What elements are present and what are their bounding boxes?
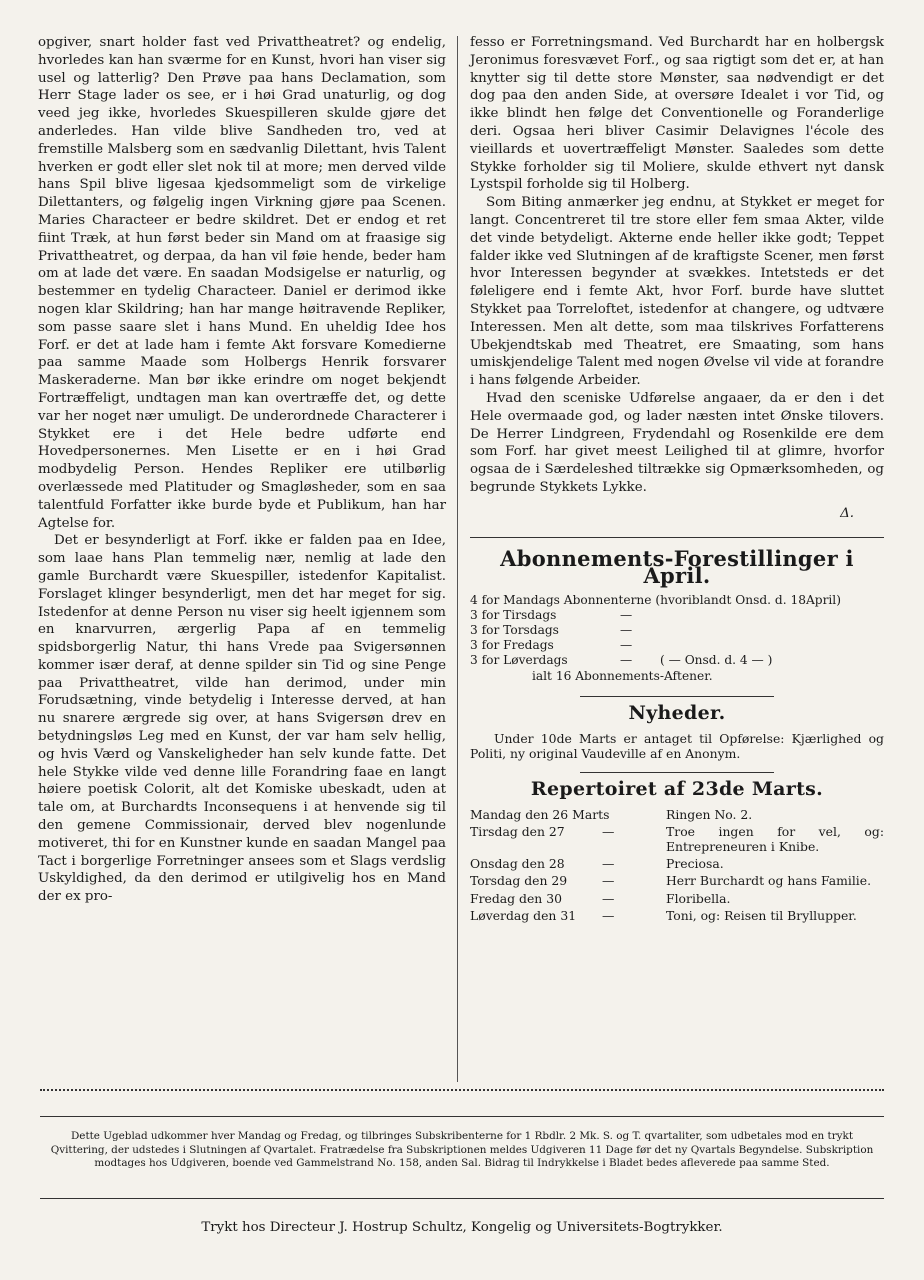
abonnement-total: ialt 16 Abonnements-Aftener.	[532, 669, 713, 684]
repertoire-row	[470, 891, 884, 906]
repertoire-row	[470, 807, 884, 822]
right-paragraph-3: Hvad den sceniske Udførelse angaaer, da er den i det Hele overmaade god, og lader næsten intet Ønske tilovers. De Herrer Lindgreen, Frydendahl og Rosenkilde ere dem som Forf. har givet meest Leilighed til at glimre, hvorfor ogsaa de i Særdeleshed tiltrække sig Opmærksomheden, og begrunde Stykkets Lykke.	[470, 390, 884, 495]
abonnement-dash: —	[620, 638, 633, 653]
review-signature: Δ.	[840, 505, 854, 521]
imprint-rule	[40, 1198, 884, 1199]
right-column	[470, 34, 884, 925]
repertoire-title: Repertoiret af 23de Marts.	[530, 777, 824, 800]
repertoire-play: Toni, og: Reisen til Bryllupper.	[666, 907, 857, 923]
nyheder-title: Nyheder.	[628, 701, 726, 724]
repertoire-day: Mandag den 26 Marts	[470, 806, 610, 822]
abonnement-row	[470, 638, 884, 653]
abonnement-label: 3 for Fredags	[470, 638, 554, 653]
right-paragraph-2: Som Biting anmærker jeg endnu, at Stykket er meget for langt. Concentreret til tre store eller fem smaa Akter, vilde det vinde betydeligt. Akterne ende heller ikke godt; Teppet falder ikke ved Slutningen af de kraftigste Scener, men først hvor Interessen begynder at svækkes. Intetsteds er det føleligere end i femte Akt, hvor Forf. burde have sluttet Stykket paa Torreloftet, istedenfor at changere, og udtvære Interessen. Men alt dette, som maa tilskrives Forfatterens Ubekjendtskab med Theatret, ere Smaating, som hans umiskjendelige Talent med nogen Øvelse vil vide at forandre i hans følgende Arbeider.	[470, 195, 884, 389]
repertoire-row	[470, 824, 884, 854]
section-rule	[580, 772, 774, 773]
repertoire-day: Fredag den 30	[470, 890, 562, 906]
left-paragraph-1: opgiver, snart holder fast ved Privattheatret? og endelig, hvorledes kan han sværme for en Kunst, hvori han viser sig usel og latterlig? Den Prøve paa hans Declamation, som Herr Stage lader os see, er i høi Grad unaturlig, og dog veed jeg ikke, hvorledes Skuespilleren skulde gjøre det anderledes. Han vilde blive Sandheden tro, ved at fremstille Malsberg som en sædvanlig Dilettant, hvis Talent hverken er godt eller slet nok til at more; men derved vilde hans Spil blive ligesaa kjedsommeligt som de virkelige Dilettanters, og følgelig ingen Virkning gjøre paa Scenen. Maries Characteer er bedre skildret. Det er endog et ret fiint Træk, at hun først beder sin Mand om at fraasige sig Privattheatret, og derpaa, da han vil føie hende, beder ham om at lade det være. En saadan Modsigelse er naturlig, og bestemmer en tydelig Characteer. Daniel er derimod ikke nogen klar Skildring; han har mange høitravende Repliker, som passe saare slet i hans Mund. En uheldig Idee hos Forf. er det at lade ham i femte Akt forsvare Komedierne paa samme Maade som Holbergs Henrik forsvarer Maskeraderne. Man bør ikke erindre om noget bekjendt Fortræffeligt, undtagen man kan overtræffe det, og dette var her noget nær umuligt. De underordnede Characterer i Stykket ere i det Hele bedre udførte end Hovedpersonernes. Men Lisette er en i høi Grad modbydelig Person. Hendes Repliker ere utilbørlig overlæssede med Platituder og Smagløsheder, som en saa talentfuld Forfatter ikke burde byde et Publikum, han har Agtelse for.	[38, 35, 446, 531]
repertoire-play: Floribella.	[666, 890, 731, 906]
section-rule	[580, 696, 774, 697]
subscription-notice: Dette Ugeblad udkommer hver Mandag og Fredag, og tilbringes Subskribenterne for 1 Rbdlr. 2 Mk. S. og T. qvartaliter, som udbetales mod en trykt Qvittering, der udstedes i Slutningen af Qvartalet. Fratrædelse fra Subskriptionen meldes Udgiveren 11 Dage før det ny Qvartals Begyndelse. Subskription modtages hos Udgiveren, boende ved Gammelstrand No. 158, anden Sal. Bidrag til Indrykkelse i Bladet bedes afleverede paa samme Sted.	[50, 1130, 874, 1170]
repertoire-dash: —	[602, 890, 615, 906]
section-rule	[470, 537, 884, 538]
abonnement-label: 4 for Mandags Abonnenterne (hvoriblandt Onsd. d. 18April)	[470, 593, 841, 608]
repertoire-day: Onsdag den 28	[470, 856, 565, 872]
abonnement-title: Abonnements-Forestillinger i April.	[500, 545, 854, 589]
repertoire-dash: —	[602, 907, 615, 923]
repertoire-day: Torsdag den 29	[470, 873, 568, 889]
printer-imprint: Trykt hos Directeur J. Hostrup Schultz, Kongelig og Universitets-Bogtrykker.	[201, 1220, 723, 1235]
repertoire-dash: —	[602, 823, 615, 839]
repertoire-dash: —	[602, 856, 615, 872]
repertoire-row	[470, 908, 884, 923]
repertoire-row	[470, 873, 884, 888]
abonnement-note: ( — Onsd. d. 4 — )	[660, 653, 773, 668]
abonnement-label: 3 for Torsdags	[470, 623, 559, 638]
abonnement-row	[470, 593, 884, 608]
repertoire-play: Preciosa.	[666, 856, 724, 872]
abonnement-label: 3 for Løverdags	[470, 653, 568, 668]
abonnement-dash: —	[620, 653, 633, 668]
abonnement-row	[470, 608, 884, 623]
abonnement-row	[470, 653, 884, 668]
nyheder-text: Under 10de Marts er antaget til Opførelse: Kjærlighed og Politi, ny original Vaudeville af en Anonym.	[470, 730, 884, 762]
column-divider	[457, 36, 458, 1082]
notice-top-rule	[40, 1116, 884, 1117]
repertoire-play: Herr Burchardt og hans Familie.	[666, 873, 872, 889]
abonnement-label: 3 for Tirsdags	[470, 608, 557, 623]
decorative-divider	[40, 1089, 884, 1099]
repertoire-row	[470, 856, 884, 871]
right-paragraph-1: fesso er Forretningsmand. Ved Burchardt har en holbergsk Jeronimus foresvævet Forf., og saa rigtigt som det er, at han knytter sig til dette store Mønster, saa nødvendigt er det dog paa den anden Side, at oversøre Idealet i vor Tid, og ikke blindt hen følge det Conventionelle og Foranderlige deri. Ogsaa heri bliver Casimir Delavignes l'école des vieillards et uovertræffeligt Mønster. Saaledes som dette Stykke forholder sig til Moliere, skulde ethvert nyt dansk Lystspil forholde sig til Holberg.	[470, 35, 884, 193]
left-column	[38, 34, 446, 906]
repertoire-play: Ringen No. 2.	[666, 806, 753, 822]
left-paragraph-2: Det er besynderligt at Forf. ikke er falden paa en Idee, som laae hans Plan temmelig nær, nemlig at lade den gamle Burchardt være Skuespiller, istedenfor Kapitalist. Forslaget klinger besynderligt, men det har meget for sig. Istedenfor at denne Person nu viser sig heelt igjennem som en knarvurren, ærgerlig Papa af en temmelig spidsborgerlig Natur, thi hans Vrede paa Svigersønnen kommer især deraf, at denne spilder sin Tid og sine Penge paa Privattheatret, vilde han derimod, under min Forudsætning, vinde betydelig i Interesse derved, at han nu snarere ærgrede sig over, at hans Svigersøn drev en betydningsløs Leg med en Kunst, der var ham selv hellig, og hvis Værd og Vanskeligheder han selv kunde fatte. Det hele Stykke vilde ved denne lille Forandring faae en langt høiere poetisk Colorit, alt det Komiske ubeskadt, uden at tale om, at Burchardts Inconsequens i at henvende sig til den gemene Commissionair, derved blev nogenlunde motiveret, thi for en Kunstner kunde en saadan Mangel paa Tact i borgerlige Forretninger ansees som et Slags verdslig Uskyldighed, da den derimod er utilgivelig hos en Mand der ex pro-	[38, 533, 446, 905]
abonnement-row	[470, 623, 884, 638]
abonnement-dash: —	[620, 623, 633, 638]
repertoire-play: Troe ingen for vel, og: Entrepreneuren i Knibe.	[666, 823, 884, 854]
repertoire-list	[470, 807, 884, 923]
abonnement-dash: —	[620, 608, 633, 623]
repertoire-day: Løverdag den 31	[470, 907, 577, 923]
repertoire-day: Tirsdag den 27	[470, 823, 565, 839]
repertoire-dash: —	[602, 873, 615, 889]
abonnement-table	[470, 593, 884, 668]
